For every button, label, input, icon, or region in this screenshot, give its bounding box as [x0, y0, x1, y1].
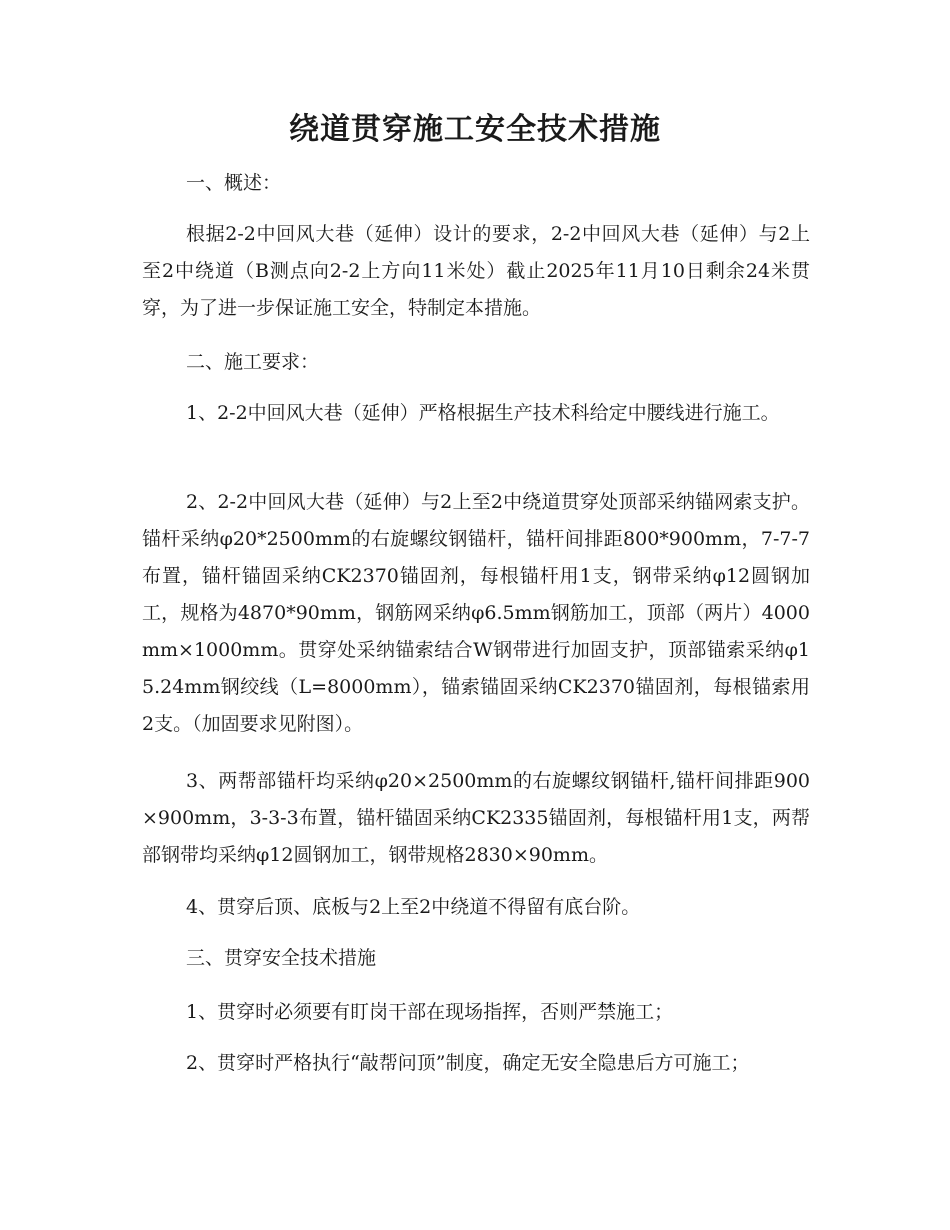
- section-heading-safety-measures: 三、贯穿安全技术措施: [186, 947, 377, 969]
- section-heading-overview: 一、概述：: [186, 172, 282, 194]
- requirement-item-4: 4、贯穿后顶、底板与2上至2中绕道不得留有底台阶。: [186, 896, 641, 918]
- section-heading-requirements: 二、施工要求：: [186, 351, 320, 373]
- safety-measure-item-2: 2、贯穿时严格执行“敲帮问顶”制度，确定无安全隐患后方可施工；: [186, 1052, 750, 1074]
- requirement-item-1: 1、2-2中回风大巷（延伸）严格根据生产技术科给定中腰线进行施工。: [186, 402, 780, 424]
- requirement-item-3: 3、两帮部锚杆均采纳φ20×2500mm的右旋螺纹钢锚杆,锚杆间排距900×900mm，3-3-3布置，锚杆锚固采纳CK2335锚固剂，每根锚杆用1支，两帮部钢带均采纳φ12圆钢加工，钢带规格2830×90mm。: [142, 770, 810, 866]
- paragraph-overview: 根据2-2中回风大巷（延伸）设计的要求，2-2中回风大巷（延伸）与2上至2中绕道（B测点向2-2上方向11米处）截止2025年11月10日剩余24米贯穿，为了进一步保证施工安全，特制定本措施。: [142, 223, 810, 319]
- safety-measure-item-1: 1、贯穿时必须要有盯岗干部在现场指挥，否则严禁施工；: [186, 1001, 674, 1023]
- requirement-item-2: 2、2-2中回风大巷（延伸）与2上至2中绕道贯穿处顶部采纳锚网索支护。锚杆采纳φ20*2500mm的右旋螺纹钢锚杆，锚杆间排距800*900mm，7-7-7布置，锚杆锚固采纳CK2370锚固剂，每根锚杆用1支，钢带采纳φ12圆钢加工，规格为4870*90mm，钢筋网采纳φ6.5mm钢筋加工，顶部（两片）4000mm×1000mm。贯穿处采纳锚索结合W钢带进行加固支护，顶部锚索采纳φ15.24mm钢绞线（L=8000mm），锚索锚固采纳CK2370锚固剂，每根锚索用2支。（加固要求见附图）。: [142, 491, 810, 735]
- document-title: 绕道贯穿施工安全技术措施: [289, 112, 661, 147]
